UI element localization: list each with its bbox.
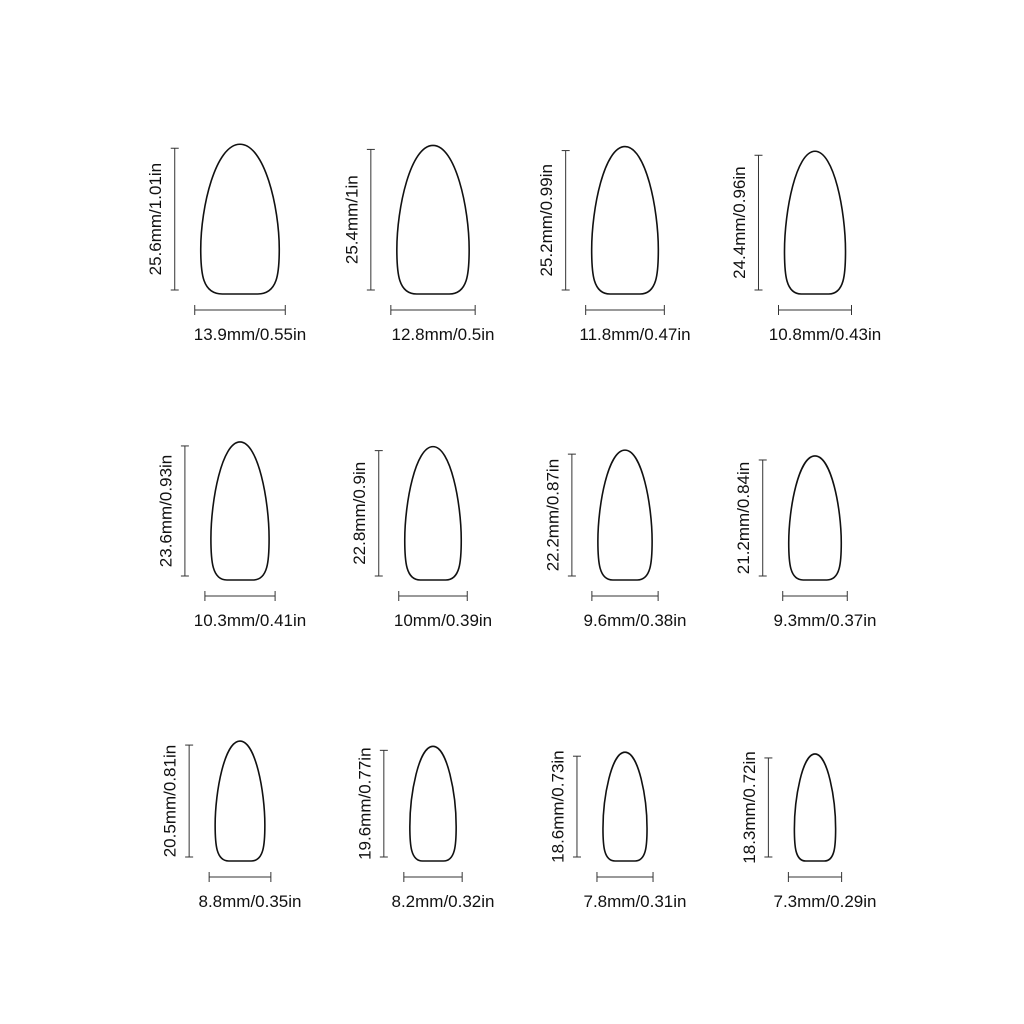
length-label: 18.6mm/0.73in: [548, 750, 568, 863]
nail-size-2: [342, 145, 494, 344]
length-label: 21.2mm/0.84in: [734, 461, 754, 575]
nail-size-3: [537, 147, 690, 344]
nail-shape: [405, 447, 462, 580]
nail-shape: [603, 752, 647, 861]
width-label: 7.8mm/0.31in: [583, 892, 687, 911]
nail-shape: [598, 450, 652, 580]
nail-shape: [784, 151, 845, 294]
nail-size-10: [355, 746, 494, 911]
nail-shape: [201, 144, 280, 294]
width-label: 12.8mm/0.5in: [391, 325, 495, 344]
length-label: 23.6mm/0.93in: [156, 454, 176, 568]
nail-size-9: [161, 741, 302, 911]
nail-size-8: [734, 456, 876, 630]
nail-shape: [789, 456, 842, 580]
nail-size-11: [548, 750, 686, 911]
nail-size-7: [543, 450, 686, 630]
width-label: 8.8mm/0.35in: [198, 892, 302, 911]
width-label: 10mm/0.39in: [393, 611, 493, 630]
nail-shape: [410, 746, 456, 861]
width-label: 10.3mm/0.41in: [193, 611, 307, 630]
length-label: 18.3mm/0.72in: [739, 751, 759, 864]
width-label: 13.9mm/0.55in: [193, 325, 307, 344]
width-label: 10.8mm/0.43in: [768, 325, 882, 344]
length-label: 22.2mm/0.87in: [543, 458, 563, 572]
nail-shape: [794, 754, 835, 861]
length-label: 25.6mm/1.01in: [146, 162, 166, 276]
length-label: 25.4mm/1in: [342, 175, 362, 265]
width-label: 8.2mm/0.32in: [391, 892, 495, 911]
width-label: 9.6mm/0.38in: [583, 611, 687, 630]
length-label: 22.8mm/0.9in: [350, 461, 370, 565]
length-label: 25.2mm/0.99in: [537, 164, 557, 277]
length-label: 19.6mm/0.77in: [355, 747, 375, 860]
nail-shape: [397, 145, 469, 294]
length-label: 20.5mm/0.81in: [160, 744, 180, 858]
nail-size-12: [740, 751, 877, 911]
nail-shape: [592, 147, 659, 294]
nail-shape: [211, 442, 269, 580]
nail-shape: [215, 741, 265, 861]
nail-size-6: [350, 447, 492, 630]
nail-size-4: [730, 151, 881, 344]
width-label: 7.3mm/0.29in: [773, 892, 877, 911]
nail-size-5: [156, 442, 306, 630]
length-label: 24.4mm/0.96in: [729, 166, 749, 279]
width-label: 11.8mm/0.47in: [579, 325, 691, 344]
nail-size-1: [146, 144, 306, 344]
width-label: 9.3mm/0.37in: [773, 611, 877, 630]
